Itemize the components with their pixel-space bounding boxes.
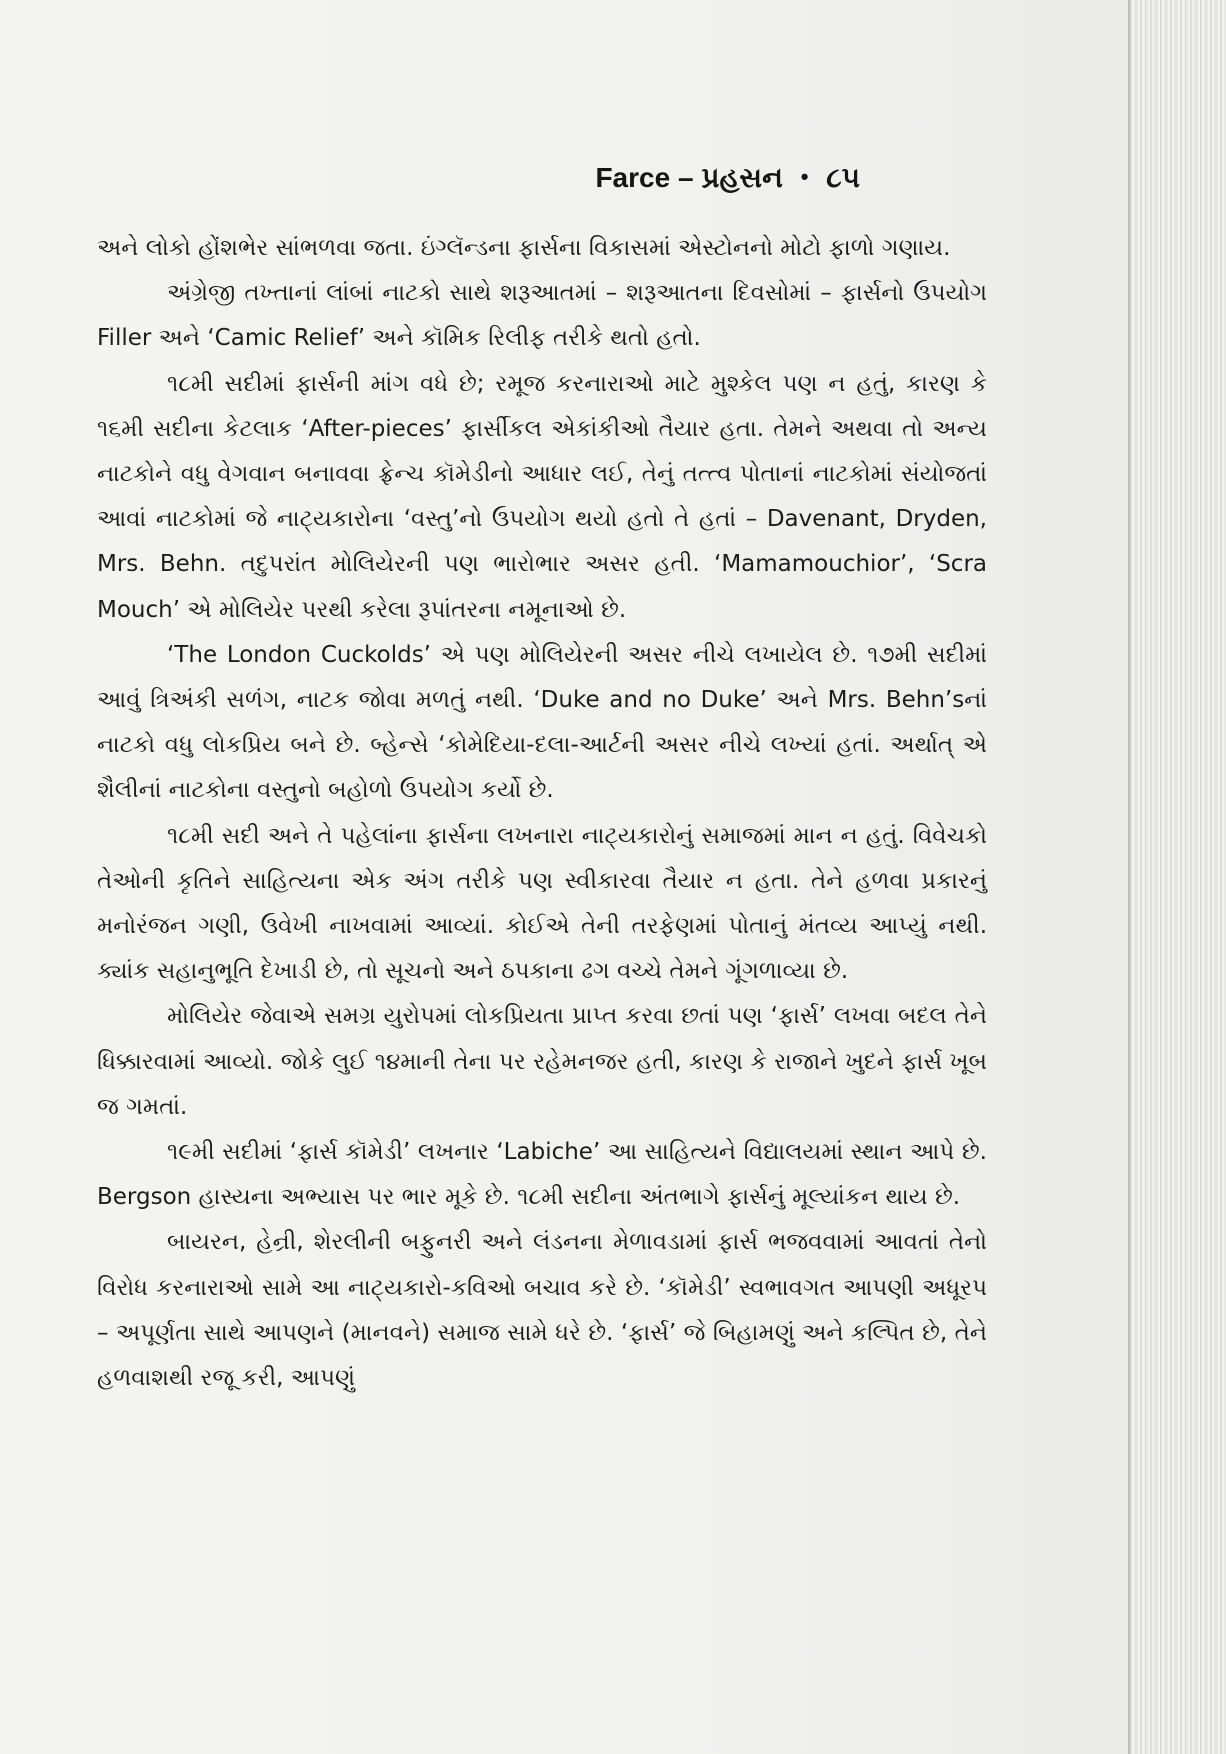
running-header <box>595 162 860 195</box>
paragraph: બાયરન, હેન્રી, શેરલીની બફુનરી અને લંડનના મેળાવડામાં ફાર્સ ભજવવામાં આવતાં તેનો વિરોધ કરનારાઓ સામે આ નાટ્યકારો-કવિઓ બચાવ કરે છે. ‘કૉમેડી’ સ્વભાવગત આપણી અધૂરપ – અપૂર્ણતા સાથે આપણને (માનવને) સમાજ સામે ધરે છે. ‘ફાર્સ’ જે બિહામણું અને કલ્પિત છે, તેને હળવાશથી રજૂ કરી, આપણું <box>97 1229 987 1392</box>
page-number: ૮૫ <box>826 162 860 193</box>
paragraph: અને લોકો હોંશભેર સાંભળવા જતા. ઇંગ્લૅન્ડના ફાર્સના વિકાસમાં એસ્ટોનનો મોટો ફાળો ગણાય. <box>97 235 951 261</box>
paragraph: ૧૯મી સદીમાં ‘ફાર્સ કૉમેડી’ લખનાર ‘Labiche’ આ સાહિત્યને વિદ્યાલયમાં સ્થાન આપે છે. Bergson હાસ્યના અભ્યાસ પર ભાર મૂકે છે. ૧૮મી સદીના અંતભાગે ફાર્સનું મૂલ્યાંકન થાય છે. <box>97 1139 987 1211</box>
paragraph: ૧૮મી સદી અને તે પહેલાંના ફાર્સના લખનારા નાટ્યકારોનું સમાજમાં માન ન હતું. વિવેચકો તેઓની કૃતિને સાહિત્યના એક અંગ તરીકે પણ સ્વીકારવા તૈયાર ન હતા. તેને હળવા પ્રકારનું મનોરંજન ગણી, ઉવેખી નાખવામાં આવ્યાં. કોઈએ તેની તરફેણમાં પોતાનું મંતવ્ય આપ્યું નથી. ક્યાંક સહાનુભૂતિ દેખાડી છે, તો સૂચનો અને ઠપકાના ઢગ વચ્ચે તેમને ગૂંગળાવ્યા છે. <box>97 822 987 985</box>
header-title: Farce <box>595 162 671 193</box>
header-separator: – <box>677 162 694 193</box>
paragraph: અંગ્રેજી તખ્તાનાં લાંબાં નાટકો સાથે શરૂઆતમાં – શરૂઆતના દિવસોમાં – ફાર્સનો ઉપયોગ Filler અને ‘Camic Relief’ અને કૉમિક રિલીફ તરીકે થતો હતો. <box>97 280 987 352</box>
body-text <box>97 226 987 1401</box>
paragraph: મોલિયેર જેવાએ સમગ્ર યુરોપમાં લોકપ્રિયતા પ્રાપ્ત કરવા છતાં પણ ‘ફાર્સ’ લખવા બદલ તેને ધિક્કારવામાં આવ્યો. જોકે લુઈ ૧૪માની તેના પર રહેમનજર હતી, કારણ કે રાજાને ખુદને ફાર્સ ખૂબ જ ગમતાં. <box>97 1003 987 1120</box>
paragraph: ૧૮મી સદીમાં ફાર્સની માંગ વધે છે; રમૂજ કરનારાઓ માટે મુશ્કેલ પણ ન હતું, કારણ કે ૧૬મી સદીના કેટલાક ‘After-pieces’ ફાર્સીકલ એકાંકીઓ તૈયાર હતા. તેમને અથવા તો અન્ય નાટકોને વધુ વેગવાન બનાવવા ફ્રેન્ચ કૉમેડીનો આધાર લઈ, તેનું તત્ત્વ પોતાનાં નાટકોમાં સંયોજતાં આવાં નાટકોમાં જે નાટ્યકારોના ‘વસ્તુ’નો ઉપયોગ થયો હતો તે હતાં – Davenant, Dryden, Mrs. Behn. તદુપરાંત મોલિયેરની પણ ભારોભાર અસર હતી. ‘Mamamouchior’, ‘Scra Mouch’ એ મોલિયેર પરથી કરેલા રૂપાંતરના નમૂનાઓ છે. <box>97 370 987 623</box>
paragraph: ‘The London Cuckolds’ એ પણ મોલિયેરની અસર નીચે લખાયેલ છે. ૧૭મી સદીમાં આવું ત્રિઅંકી સળંગ, નાટક જોવા મળતું નથી. ‘Duke and no Duke’ અને Mrs. Behn’sનાં નાટકો વધુ લોકપ્રિય બને છે. બ્હેન્સે ‘કોમેદિયા-દલા-આર્ટની અસર નીચે લખ્યાં હતાં. અર્થાત્ એ શૈલીનાં નાટકોના વસ્તુનો બહોળો ઉપયોગ કર્યો છે. <box>97 641 987 804</box>
header-subtitle: પ્રહસન <box>701 162 783 193</box>
header-bullet: • <box>800 164 809 189</box>
page-edges <box>1128 0 1226 1754</box>
